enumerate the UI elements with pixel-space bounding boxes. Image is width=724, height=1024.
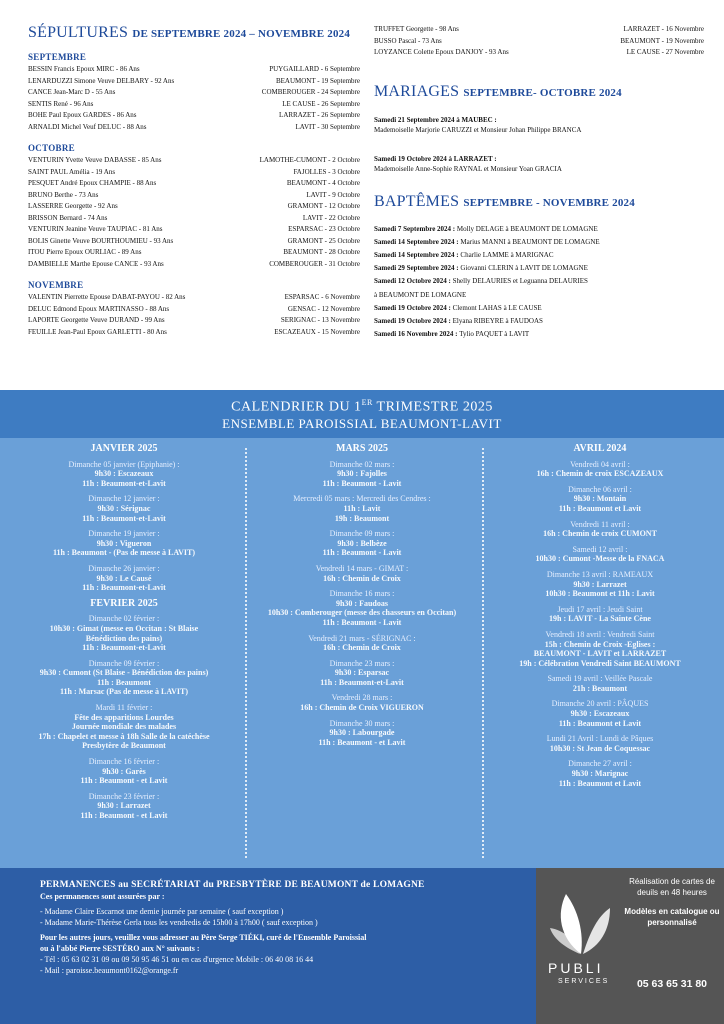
event-detail: 11h : Marsac (Pas de messe à LAVIT) xyxy=(59,687,189,697)
burial-row xyxy=(28,178,360,190)
event-detail: 9h30 : Esparsac xyxy=(334,668,390,678)
event-date: Vendredi 04 avril : xyxy=(570,459,630,469)
burial-name: LAPORTE Georgette Veuve DURAND - 99 Ans xyxy=(28,316,165,324)
calendar-event xyxy=(8,659,240,697)
event-detail: 11h : Beaumont-et-Lavit xyxy=(82,583,166,593)
month-heading: NOVEMBRE xyxy=(28,280,84,290)
bapteme-date: Samedi 12 Octobre 2024 : xyxy=(374,277,453,286)
event-detail: 11h : Beaumont-et-Lavit xyxy=(82,643,166,653)
event-detail: 11h : Beaumont - et Lavit xyxy=(318,737,406,747)
calendar-event xyxy=(484,734,716,753)
calendar-event xyxy=(8,494,240,523)
bapteme-name: Clemont LAHAS à LE CAUSE xyxy=(452,303,542,312)
bapteme-date: Samedi 19 Octobre 2024 : xyxy=(374,316,453,325)
bapteme-name: Shelly DELAURIES et Leguanna DELAURIES xyxy=(452,277,588,286)
event-detail: 9h30 : Larrazet xyxy=(97,801,151,811)
permanence-line: - Madame Claire Escarnot une demie journée par semaine ( sauf exception ) xyxy=(40,907,284,916)
event-date: Dimanche 23 février : xyxy=(88,791,160,801)
burial-name: VENTURIN Jeanine Veuve TAUPIAC - 81 Ans xyxy=(28,225,163,233)
burial-place-date: BEAUMONT - 28 Octobre xyxy=(283,248,360,256)
burial-name: VENTURIN Yvette Veuve DABASSE - 85 Ans xyxy=(28,156,162,164)
calendar-event xyxy=(484,759,716,788)
sepultures-title: SÉPULTURES DE SEPTEMBRE 2024 – NOVEMBRE 2024 xyxy=(28,24,351,41)
burial-place-date: COMBEROUGER - 31 Octobre xyxy=(269,259,360,268)
burial-place-date: FAJOLLES - 3 Octobre xyxy=(293,167,360,176)
burial-name: FEUILLE Jean-Paul Epoux GARLETTI - 80 Ans xyxy=(28,327,167,336)
burial-row xyxy=(28,315,360,327)
burial-place-date: LAMOTHE-CUMONT - 2 Octobre xyxy=(259,156,360,164)
event-date: Dimanche 13 avril : RAMEAUX xyxy=(546,569,654,579)
mariage-date: Samedi 21 Septembre 2024 à MAUBEC : xyxy=(374,115,497,124)
calendar-event xyxy=(8,529,240,558)
bapteme-name: à BEAUMONT DE LOMAGNE xyxy=(374,290,467,299)
event-detail: 9h30 : Vigueron xyxy=(96,538,152,548)
event-detail: 10h30 : Cumont -Messe de la FNACA xyxy=(535,554,665,564)
event-detail: 9h30 : Larrazet xyxy=(573,579,627,589)
event-date: Mercredi 05 mars : Mercredi des Cendres : xyxy=(293,494,431,504)
bapteme-date: Samedi 14 Septembre 2024 : xyxy=(374,237,461,246)
calendar-event xyxy=(8,757,240,786)
calendar-event xyxy=(246,719,478,748)
month-heading: OCTOBRE xyxy=(28,143,75,153)
mariage-entry xyxy=(374,115,704,136)
event-detail: 11h : Beaumont - Lavit xyxy=(322,548,402,558)
bapteme-entry xyxy=(374,289,704,302)
event-detail: 16h : Chemin de Croix xyxy=(323,573,401,583)
mariage-date: Samedi 19 Octobre 2024 à LARRAZET : xyxy=(374,154,497,163)
event-date: Dimanche 12 janvier : xyxy=(88,494,160,504)
event-detail: 11h : Beaumont - Lavit xyxy=(322,478,402,488)
event-detail: 10h30 : Comberouger (messe des chasseurs en Occitan) xyxy=(267,608,457,618)
mariages-list xyxy=(374,115,704,175)
event-date: Jeudi 17 avril : Jeudi Saint xyxy=(557,604,643,614)
mariage-couple: Mademoiselle Anne-Sophie RAYNAL et Monsieur Yoan GRACIA xyxy=(374,165,562,173)
burial-row xyxy=(28,64,360,76)
burial-name: SENTIS René - 96 Ans xyxy=(28,99,94,108)
event-detail: 9h30 : Le Causé xyxy=(96,573,152,583)
publi-services-ad xyxy=(536,868,724,1024)
burial-place-date: LE CAUSE - 27 Novembre xyxy=(626,48,704,56)
burial-name: PESQUET André Epoux CHAMPIE - 88 Ans xyxy=(28,179,157,187)
burial-row xyxy=(28,224,360,236)
sepultures-section xyxy=(28,24,360,338)
bapteme-entry xyxy=(374,275,704,288)
burial-row xyxy=(28,190,360,202)
burial-name: SAINT PAUL Amélia - 19 Ans xyxy=(28,167,116,176)
bapteme-entry xyxy=(374,262,704,275)
bapteme-date: Samedi 7 Septembre 2024 : xyxy=(374,224,457,233)
event-date: Dimanche 20 avril : PÂQUES xyxy=(551,699,649,709)
calendar-event xyxy=(8,703,240,751)
calendar-event xyxy=(8,614,240,652)
event-detail: 9h30 : Labourgade xyxy=(329,728,395,738)
burial-place-date: LE CAUSE - 26 Septembre xyxy=(282,99,360,108)
bapteme-entry xyxy=(374,249,704,262)
event-detail: 17h : Chapelet et messe à 18h Salle de la catéchèse xyxy=(38,731,210,741)
event-date: Samedi 19 avril : Veillée Pascale xyxy=(547,674,653,684)
bapteme-name: Charlie LAMME à MARIGNAC xyxy=(460,250,554,259)
permanences-section xyxy=(0,868,536,1024)
mariage-couple: Mademoiselle Marjorie CARUZZI et Monsieur Johan Philippe BRANCA xyxy=(374,126,582,134)
burial-name: CANCE Jean-Marc D - 55 Ans xyxy=(28,88,116,96)
permanence-line: - Madame Marie-Thérèse Gerla tous les vendredis de 15h00 à 17h00 ( sauf exception ) xyxy=(40,918,318,927)
burial-place-date: ESPARSAC - 23 Octobre xyxy=(288,225,360,233)
event-detail: 9h30 : Montain xyxy=(573,494,627,504)
event-date: Dimanche 09 février : xyxy=(88,658,160,668)
bapteme-date: Samedi 29 Septembre 2024 : xyxy=(374,264,461,273)
mariage-entry xyxy=(374,154,704,175)
event-detail: Fête des apparitions Lourdes xyxy=(74,712,174,722)
burial-row xyxy=(28,76,360,88)
other-days-text: Pour les autres jours, veuillez vous adresser au Père Serge TIÉKI, curé de l'Ensemble Paroissial xyxy=(40,933,367,942)
event-date: Dimanche 30 mars : xyxy=(329,718,395,728)
calendar-month-heading: AVRIL 2024 xyxy=(573,443,627,454)
burial-name: LASSERRE Georgette - 92 Ans xyxy=(28,202,118,210)
burial-name: TRUFFET Georgette - 98 Ans xyxy=(374,25,459,33)
event-detail: 19h : Beaumont xyxy=(334,513,390,523)
burial-name: ARNALDI Michel Veuf DELUC - 88 Ans xyxy=(28,122,147,131)
baptemes-list xyxy=(374,223,704,342)
sepultures-continued xyxy=(374,24,704,59)
bapteme-name: Tylio PAQUET à LAVIT xyxy=(459,330,530,339)
burial-place-date: BEAUMONT - 4 Octobre xyxy=(286,179,360,187)
burial-row xyxy=(374,24,704,36)
burial-place-date: SERIGNAC - 13 Novembre xyxy=(280,316,360,324)
sepultures-list xyxy=(28,52,360,338)
burial-place-date: GRAMONT - 12 Octobre xyxy=(287,202,360,210)
event-detail: 11h : Lavit xyxy=(343,503,381,513)
event-detail: 11h : Beaumont - et Lavit xyxy=(80,776,168,786)
event-detail: 15h : Chemin de Croix -Eglises : xyxy=(544,639,656,649)
burial-place-date: LAVIT - 22 Octobre xyxy=(302,213,360,222)
event-date: Lundi 21 Avril : Lundi de Pâques xyxy=(546,734,654,744)
event-date: Dimanche 16 mars : xyxy=(329,589,395,599)
burial-place-date: BEAUMONT - 19 Septembre xyxy=(275,76,360,85)
bapteme-name: Elyana RIBEYRE à FAUDOAS xyxy=(452,316,543,325)
burial-place-date: LARRAZET - 26 Septembre xyxy=(279,111,360,119)
bapteme-entry xyxy=(374,302,704,315)
event-date: Dimanche 02 mars : xyxy=(329,459,395,469)
burial-row xyxy=(28,122,360,134)
calendar-event xyxy=(246,634,478,653)
event-date: Vendredi 14 mars - GIMAT : xyxy=(315,563,409,573)
burial-row xyxy=(28,167,360,179)
event-detail: Bénédiction des pains) xyxy=(85,633,163,643)
event-date: Samedi 12 avril : xyxy=(572,544,628,554)
event-detail: 11h : Beaumont et Lavit xyxy=(558,718,642,728)
bapteme-date: Samedi 14 Septembre 2024 : xyxy=(374,250,461,259)
calendar-column-avril xyxy=(484,444,716,794)
burial-row xyxy=(28,304,360,316)
bapteme-date: Samedi 16 Novembre 2024 : xyxy=(374,330,460,339)
calendar-event xyxy=(484,545,716,564)
baptemes-title: BAPTÊMES SEPTEMBRE - NOVEMBRE 2024 xyxy=(374,192,635,210)
burial-row xyxy=(28,247,360,259)
burial-place-date: GENSAC - 12 Novembre xyxy=(287,304,360,313)
event-detail: 19h : Célébration Vendredi Saint BEAUMONT xyxy=(519,658,681,668)
burial-row xyxy=(28,110,360,122)
burial-name: LOYZANCE Colette Epoux DANJOY - 93 Ans xyxy=(374,48,509,56)
burial-name: BOHE Paul Epoux GARDES - 86 Ans xyxy=(28,111,137,119)
event-detail: 16h : Chemin de croix CUMONT xyxy=(543,529,657,539)
event-detail: BEAUMONT - LAVIT et LARRAZET xyxy=(533,649,667,659)
burial-row xyxy=(28,213,360,225)
event-date: Vendredi 18 avril : Vendredi Saint xyxy=(545,629,655,639)
event-date: Dimanche 19 janvier : xyxy=(88,529,160,539)
burial-name: LENARDUZZI Simone Veuve DELBARY - 92 Ans xyxy=(28,76,175,85)
burial-place-date: LARRAZET - 16 Novembre xyxy=(623,25,704,33)
burial-place-date: ESPARSAC - 6 Novembre xyxy=(284,293,360,301)
event-detail: 9h30 : Marignac xyxy=(571,769,629,779)
event-date: Dimanche 02 février : xyxy=(88,614,160,624)
calendar-column-mars xyxy=(246,444,478,753)
event-detail: 11h : Beaumont-et-Lavit xyxy=(320,677,404,687)
mail-line: - Mail : paroisse.beaumont0162@orange.fr xyxy=(40,966,179,975)
event-detail: 9h30 : Sérignac xyxy=(97,503,151,513)
event-detail: 9h30 : Escazeaux xyxy=(94,469,154,479)
burial-name: BRISSON Bernard - 74 Ans xyxy=(28,213,108,222)
burial-place-date: LAVIT - 9 Octobre xyxy=(306,190,360,199)
event-detail: 21h : Beaumont xyxy=(572,683,628,693)
event-detail: 19h : LAVIT - La Sainte Cène xyxy=(549,614,651,624)
event-detail: 11h : Beaumont - (Pas de messe à LAVIT) xyxy=(52,548,196,558)
bapteme-name: Marius MANNI à BEAUMONT DE LOMAGNE xyxy=(460,237,600,246)
calendar-event xyxy=(484,699,716,728)
burial-name: ITOU Pierre Epoux OURLIAC - 89 Ans xyxy=(28,248,142,256)
bapteme-name: Giovanni CLERIN à LAVIT DE LOMAGNE xyxy=(460,264,588,273)
calendar-event xyxy=(246,659,478,688)
calendar-title: CALENDRIER DU 1ER TRIMESTRE 2025 xyxy=(231,398,493,415)
event-detail: Journée mondiale des malades xyxy=(71,722,177,732)
bapteme-date: Samedi 19 Octobre 2024 : xyxy=(374,303,453,312)
burial-row xyxy=(28,236,360,248)
calendar-event xyxy=(484,485,716,514)
burial-place-date: ESCAZEAUX - 15 Novembre xyxy=(274,327,360,336)
event-detail: 11h : Beaumont et Lavit xyxy=(558,778,642,788)
calendar-event xyxy=(8,564,240,593)
event-detail: Presbytère de Beaumont xyxy=(82,741,166,751)
permanences-intro: Ces permanences sont assurées par : xyxy=(40,892,165,901)
burial-name: DAMBIELLE Marthe Epouse CANCE - 93 Ans xyxy=(28,259,164,268)
event-detail: 9h30 : Fajolles xyxy=(337,469,387,479)
burial-place-date: GRAMONT - 25 Octobre xyxy=(287,236,360,245)
bapteme-entry xyxy=(374,328,704,341)
calendar-event xyxy=(484,520,716,539)
burial-name: BESSIN Francis Epoux MIRC - 86 Ans xyxy=(28,65,140,73)
calendar-header xyxy=(0,390,724,438)
burial-row xyxy=(28,87,360,99)
event-detail: 16h : Chemin de croix ESCAZEAUX xyxy=(536,469,664,479)
burial-row xyxy=(28,99,360,111)
event-detail: 10h30 : Beaumont et 11h : Lavit xyxy=(545,589,655,599)
event-detail: 11h : Beaumont-et-Lavit xyxy=(82,513,166,523)
event-date: Dimanche 06 avril : xyxy=(568,484,632,494)
burial-name: BRUNO Berthe - 73 Ans xyxy=(28,190,99,199)
burial-name: BUSSO Pascal - 73 Ans xyxy=(374,36,442,45)
event-date: Vendredi 28 mars : xyxy=(331,693,393,703)
calendar-month-heading: JANVIER 2025 xyxy=(90,443,158,454)
right-column xyxy=(374,24,704,341)
month-heading: SEPTEMBRE xyxy=(28,52,87,62)
event-date: Dimanche 09 mars : xyxy=(329,529,395,539)
event-detail: 11h : Beaumont-et-Lavit xyxy=(82,478,166,488)
calendar-month-heading: FEVRIER 2025 xyxy=(90,597,158,609)
mariages-title: MARIAGES SEPTEMBRE- OCTOBRE 2024 xyxy=(374,82,622,100)
calendar-event xyxy=(246,460,478,489)
event-date: Dimanche 16 février : xyxy=(88,757,160,767)
burial-row xyxy=(28,259,360,271)
event-date: Vendredi 11 avril : xyxy=(570,519,630,529)
bapteme-name: Molly DELAGE à BEAUMONT DE LOMAGNE xyxy=(456,224,598,233)
event-detail: 9h30 : Cumont (St Blaise - Bénédiction des pains) xyxy=(39,668,209,678)
burial-name: BOLIS Ginette Veuve BOURTHOUMIEU - 93 Ans xyxy=(28,236,174,245)
calendar-column-jan-feb xyxy=(8,444,240,827)
event-detail: 9h30 : Belbèze xyxy=(337,538,387,548)
bapteme-entry xyxy=(374,315,704,328)
burial-place-date: COMBEROUGER - 24 Septembre xyxy=(261,88,360,96)
event-date: Dimanche 05 janvier (Epiphanie) : xyxy=(68,459,180,469)
calendar-event xyxy=(484,630,716,668)
calendar-event xyxy=(246,589,478,627)
calendar-event xyxy=(484,570,716,599)
calendar-subtitle: ENSEMBLE PAROISSIAL BEAUMONT-LAVIT xyxy=(222,415,502,431)
ad-phone: 05 63 65 31 80 xyxy=(636,978,708,990)
calendar-event xyxy=(484,460,716,479)
bapteme-entry xyxy=(374,223,704,236)
ad-brand: PUBLI xyxy=(548,960,604,976)
event-date: Dimanche 23 mars : xyxy=(329,658,395,668)
event-date: Vendredi 21 mars - SÉRIGNAC : xyxy=(308,633,416,643)
burial-place-date: LAVIT - 30 Septembre xyxy=(295,122,360,131)
event-date: Dimanche 27 avril : xyxy=(568,759,632,769)
burial-place-date: PUYGAILLARD - 6 Septembre xyxy=(269,65,360,73)
calendar-event xyxy=(246,564,478,583)
burial-name: VALENTIN Pierrette Epouse DABAT-PAYOU - 82 Ans xyxy=(28,293,186,301)
event-detail: 11h : Beaumont - Lavit xyxy=(322,617,402,627)
burial-row xyxy=(374,36,704,48)
event-date: Mardi 11 février : xyxy=(95,703,153,713)
calendar-event xyxy=(246,693,478,712)
other-days-text-2: ou à l'abbé Pierre SESTÉRO aux N° suivants : xyxy=(40,944,200,953)
event-detail: 10h30 : Gimat (messe en Occitan : St Blaise xyxy=(49,623,199,633)
burial-place-date: BEAUMONT - 19 Novembre xyxy=(620,36,704,45)
burial-row xyxy=(28,155,360,167)
calendar-event xyxy=(484,674,716,693)
ad-text: Réalisation de cartes de deuils en 48 heures Modèles en catalogue ou personnalisé xyxy=(624,877,720,927)
event-detail: 16h : Chemin de Croix xyxy=(323,643,401,653)
event-date: Dimanche 26 janvier : xyxy=(88,563,160,573)
calendar-event xyxy=(8,792,240,821)
burial-row xyxy=(374,47,704,59)
event-detail: 9h30 : Faudoas xyxy=(335,598,388,608)
event-detail: 11h : Beaumont xyxy=(97,677,151,687)
leaf-logo-icon xyxy=(550,888,612,958)
permanences-title: PERMANENCES au SECRÉTARIAT du PRESBYTÈRE DE BEAUMONT de LOMAGNE xyxy=(40,880,425,890)
ad-sub: SERVICES xyxy=(558,978,610,985)
bapteme-entry xyxy=(374,236,704,249)
burial-row xyxy=(28,327,360,339)
calendar-month-heading: MARS 2025 xyxy=(336,443,388,454)
telephone-line: - Tél : 05 63 02 31 09 ou 09 50 95 46 51 ou en cas d'urgence Mobile : 06 40 08 16 44 xyxy=(40,955,314,964)
event-detail: 10h30 : St Jean de Coquessac xyxy=(549,743,651,753)
event-detail: 9h30 : Garès xyxy=(102,766,146,776)
event-detail: 11h : Beaumont - et Lavit xyxy=(80,811,168,820)
burial-name: DELUC Edmond Epoux MARTINASSO - 88 Ans xyxy=(28,304,170,313)
burial-row xyxy=(28,292,360,304)
calendar-event xyxy=(8,460,240,489)
event-detail: 9h30 : Escazeaux xyxy=(570,709,630,719)
calendar-event xyxy=(484,605,716,624)
calendar-event xyxy=(246,494,478,523)
calendar-event xyxy=(246,529,478,558)
event-detail: 11h : Beaumont et Lavit xyxy=(558,503,642,513)
burial-row xyxy=(28,201,360,213)
event-detail: 16h : Chemin de Croix VIGUERON xyxy=(300,703,424,713)
